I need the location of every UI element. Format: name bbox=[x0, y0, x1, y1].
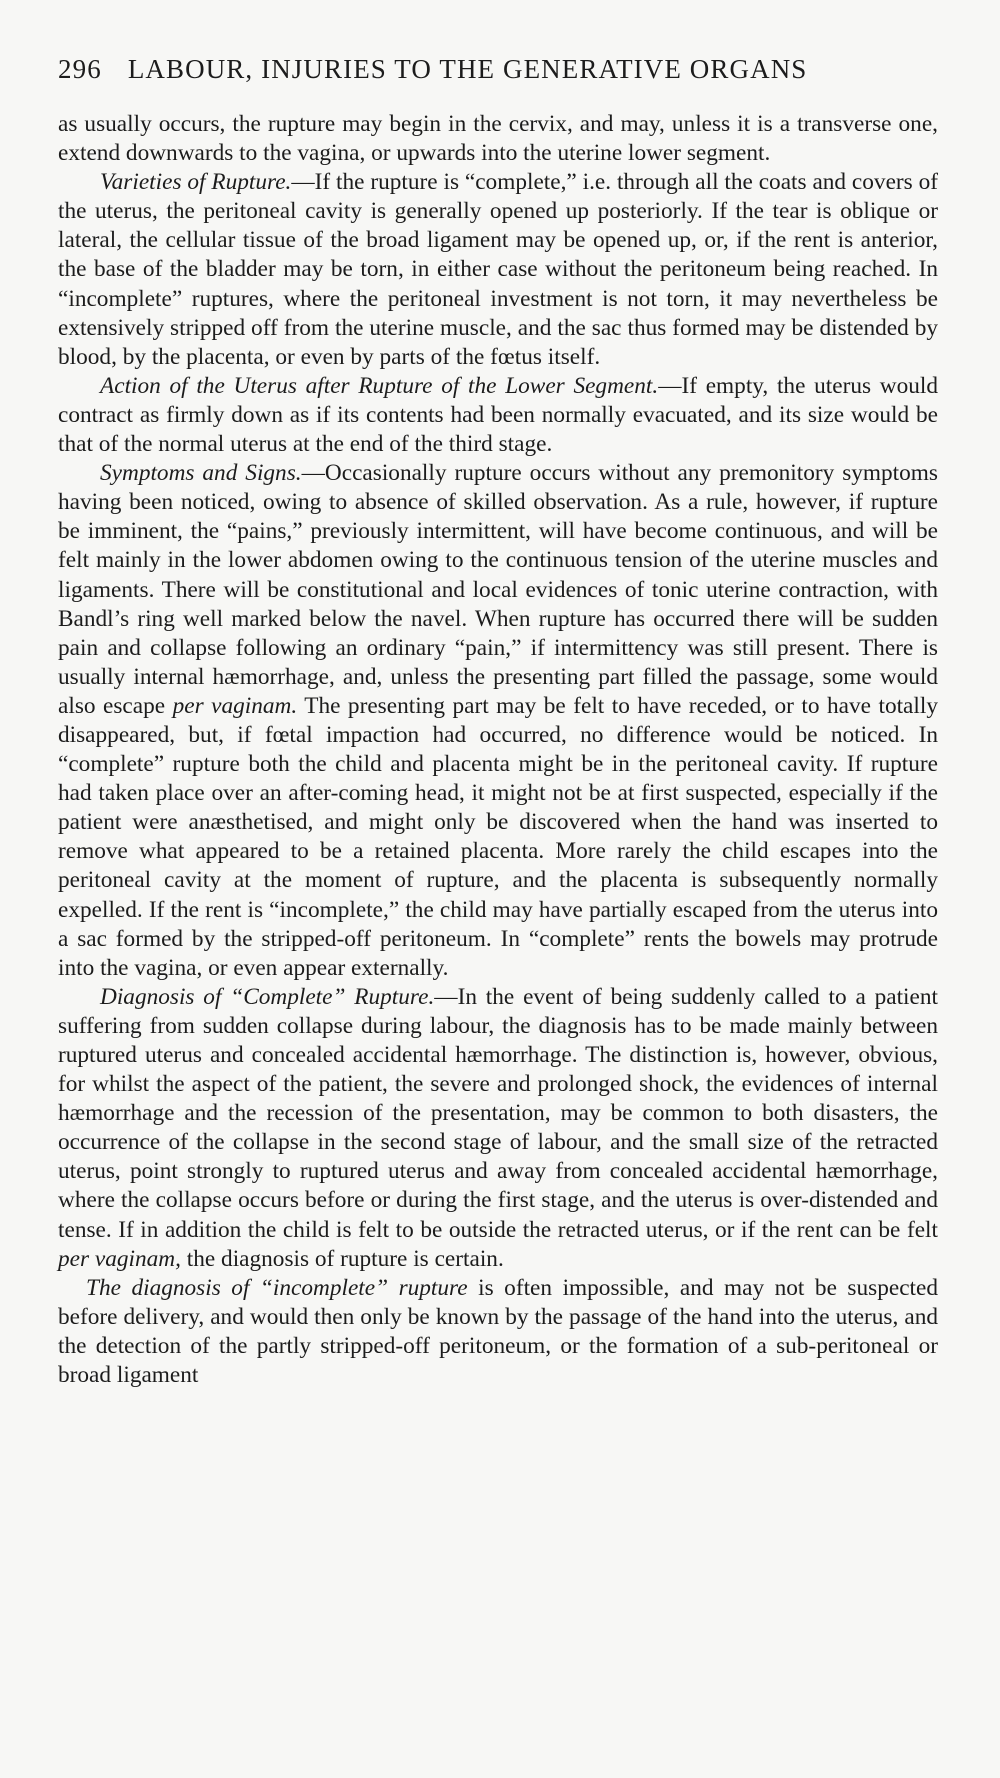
paragraph-text: is often impossible, and may not be suspected before delivery, and would then only be known by the passage of the hand into the uterus, and the detection of the partly stripped-off peritoneum, or the formation of a sub-peritoneal or broad ligament bbox=[58, 1274, 938, 1389]
paragraph-text: as usually occurs, the rupture may begin in the cervix, and may, unless it is a transverse one, extend downwards to the vagina, or upwards into the uterine lower segment. bbox=[58, 111, 938, 167]
paragraph-diagnosis-complete-rupture bbox=[58, 983, 938, 1274]
paragraph-diagnosis-incomplete-rupture bbox=[58, 1274, 938, 1390]
italic-term: per vaginam. bbox=[172, 692, 298, 719]
paragraph-varieties-of-rupture bbox=[58, 168, 938, 372]
italic-term: per vaginam, bbox=[58, 1245, 181, 1272]
paragraph-heading: Symptoms and Signs. bbox=[100, 460, 302, 487]
paragraph-action-of-uterus bbox=[58, 372, 938, 459]
paragraph-text: —If empty, the uterus would contract as firmly down as if its contents had been normally evacuated, and its size would be that of the normal uterus at the end of the third stage. bbox=[58, 372, 938, 458]
paragraph-text: the diagnosis of rupture is certain. bbox=[180, 1245, 504, 1272]
running-header bbox=[58, 54, 888, 85]
paragraph-continuation bbox=[58, 110, 938, 168]
body-text bbox=[58, 110, 938, 1390]
running-title: LABOUR, INJURIES TO THE GENERATIVE ORGANS bbox=[127, 54, 808, 84]
page-number: 296 bbox=[58, 54, 102, 84]
paragraph-heading: Diagnosis of “Complete” Rupture. bbox=[100, 983, 435, 1010]
paragraph-text: —If the rupture is “complete,” i.e. through all the coats and covers of the uterus, the peritoneal cavity is generally opened up posteriorly. If the tear is oblique or lateral, the cellular tissue of the broad ligament may be opened up, or, if the rent is anterior, the base of the bladder may be torn, in either case without the peritoneum being reached. In “incomplete” ruptures, where the peritoneal investment is not torn, it may nevertheless be extensively stripped off from the uterine muscle, and the sac thus formed may be distended by blood, by the placenta, or even by parts of the fœtus itself. bbox=[58, 169, 938, 370]
paragraph-heading: Varieties of Rupture. bbox=[100, 169, 292, 196]
paragraph-symptoms-and-signs bbox=[58, 459, 938, 983]
paragraph-heading: The diagnosis of “incomplete” rupture bbox=[86, 1274, 468, 1301]
paragraph-text: —In the event of being suddenly called to a patient suffering from sudden collapse during labour, the diagnosis has to be made mainly between ruptured uterus and concealed accidental hæmorrhage. The distinction is, however, obvious, for whilst the aspect of the patient, the severe and prolonged shock, the evidences of internal hæmorrhage and the recession of the presentation, may be common to both disasters, the occurrence of the collapse in the second stage of labour, and the small size of the retracted uterus, point strongly to ruptured uterus and away from concealed accidental hæmorrhage, where the collapse occurs before or during the first stage, and the uterus is over-distended and tense. If in addition the child is felt to be outside the retracted uterus, or if the rent can be felt bbox=[58, 983, 938, 1243]
paragraph-text: —Occasionally rupture occurs without any premonitory symptoms having been noticed, owing to absence of skilled observation. As a rule, however, if rupture be imminent, the “pains,” previously intermittent, will have become continuous, and will be felt mainly in the lower abdomen owing to the continuous tension of the uterine muscles and ligaments. There will be constitutional and local evidences of tonic uterine contraction, with Bandl’s ring well marked below the navel. When rupture has occurred there will be sudden pain and collapse following an ordinary “pain,” if intermittency was still present. There is usually internal hæmorrhage, and, unless the presenting part filled the passage, some would also escape bbox=[58, 460, 938, 719]
paragraph-text: The presenting part may be felt to have receded, or to have totally disappeared, but, if fœtal impaction had occurred, no difference would be noticed. In “complete” rupture both the child and placenta might be in the peritoneal cavity. If rupture had taken place over an after-coming head, it might not be at first suspected, especially if the patient were anæsthetised, and might only be discovered when the hand was inserted to remove what appeared to be a retained placenta. More rarely the child escapes into the peritoneal cavity at the moment of rupture, and the placenta is subsequently normally expelled. If the rent is “incomplete,” the child may have partially escaped from the uterus into a sac formed by the stripped-off peritoneum. In “complete” rents the bowels may protrude into the vagina, or even appear externally. bbox=[58, 692, 938, 981]
paragraph-heading: Action of the Uterus after Rupture of the Lower Segment. bbox=[100, 372, 659, 399]
